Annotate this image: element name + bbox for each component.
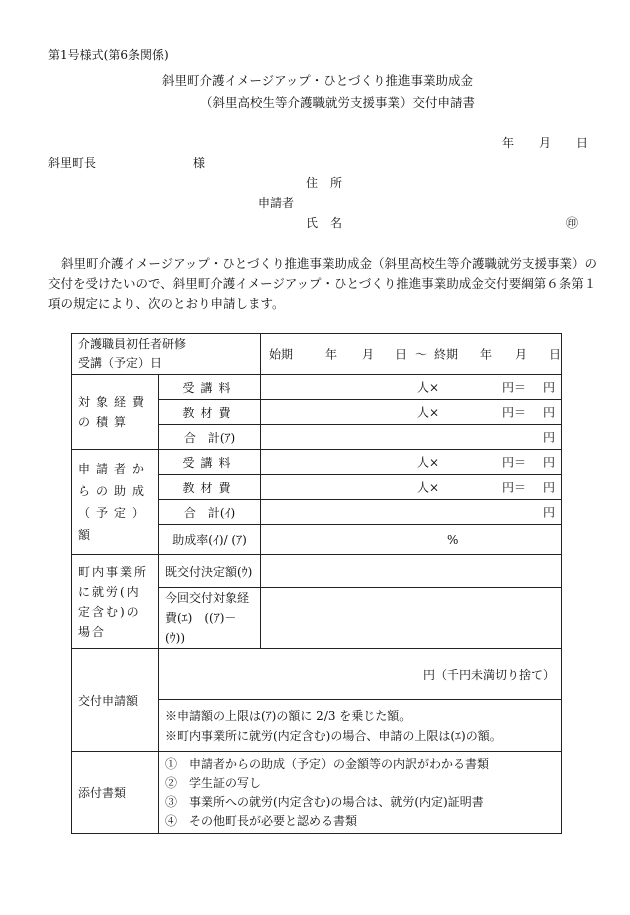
- subsidy-tuition-label: [159, 450, 261, 475]
- yen-unit: 円: [543, 505, 556, 520]
- subsidy-label: 申請者からの助成（予定）額: [72, 450, 159, 555]
- cost-total-label: 合 計(ｱ): [159, 425, 261, 450]
- subsidy-materials-text: 教材費: [182, 480, 237, 495]
- cost-label: 対象経費の積算: [72, 375, 159, 450]
- yen-unit: 円: [543, 380, 556, 395]
- subsidy-rate-value[interactable]: [261, 525, 562, 555]
- person-x: 人×: [417, 480, 440, 495]
- period-start-day: 日: [395, 347, 408, 362]
- applicant-label: 申請者: [258, 196, 295, 210]
- period-end-month: 月: [515, 347, 528, 362]
- local-decided-label: 既交付決定額(ｳ): [159, 555, 261, 588]
- amount-note-2: ※町内事業所に就労(内定含む)の場合、申請の上限は(ｴ)の額。: [165, 728, 502, 743]
- local-decided-value[interactable]: [261, 555, 562, 588]
- subsidy-total-value[interactable]: [261, 500, 562, 525]
- subsidy-rate-label: 助成率(ｲ)/ (ｱ): [159, 525, 261, 555]
- period-label-line2: 受講（予定）日: [78, 356, 163, 370]
- percent-sign: %: [447, 532, 459, 547]
- attachment-item: ② 学生証の写し: [165, 775, 262, 790]
- person-x: 人×: [417, 380, 440, 395]
- amount-note-1: ※申請額の上限は(ｱ)の額に 2/3 を乗じた額。: [165, 708, 412, 723]
- subsidy-tuition-row: [72, 450, 562, 475]
- intro-paragraph: 斜里町介護イメージアップ・ひとづくり推進事業助成金（斜里高校生等介護職就労支援事業）の交付を受けたいので、斜里町介護イメージアップ・ひとづくり推進事業助成金交付要綱第６条第１項の規定により、次のとおり申請します。: [48, 256, 598, 311]
- period-label-line1: 介護職員初任者研修: [78, 337, 187, 351]
- seal-mark: ㊞: [566, 216, 579, 230]
- date-day: 日: [576, 136, 589, 150]
- cost-tuition-row: [72, 375, 562, 400]
- addressee-name: 斜里町長: [48, 156, 97, 170]
- name-label: 氏 名: [306, 216, 343, 230]
- form-title-line2: （斜里高校生等介護職就労支援事業）交付申請書: [200, 95, 476, 110]
- yen-equals: 円＝: [502, 480, 527, 495]
- cost-materials-value[interactable]: [261, 400, 562, 425]
- period-end-year: 年: [480, 347, 493, 362]
- amount-notes: [159, 700, 562, 752]
- attachments-list: [159, 752, 562, 834]
- cost-materials-label: [159, 400, 261, 425]
- date-month: 月: [539, 136, 552, 150]
- yen-unit: 円: [543, 405, 556, 420]
- attachments-row: [72, 752, 562, 834]
- person-x: 人×: [417, 405, 440, 420]
- cost-tuition-value[interactable]: [261, 375, 562, 400]
- amount-value[interactable]: [159, 649, 562, 700]
- yen-unit: 円: [543, 455, 556, 470]
- amount-label: 交付申請額: [72, 649, 159, 752]
- attachments-label: 添付書類: [72, 752, 159, 834]
- person-x: 人×: [417, 455, 440, 470]
- local-employment-label: 町内事業所に就労(内定含む)の場合: [72, 555, 159, 649]
- yen-equals: 円＝: [502, 455, 527, 470]
- cost-tuition-label: [159, 375, 261, 400]
- addressee-honorific: 様: [193, 156, 206, 170]
- date-year: 年: [502, 136, 515, 150]
- local-current-label: 今回交付対象経費(ｴ) ((ｱ)－(ｳ)): [159, 588, 261, 649]
- subsidy-materials-value[interactable]: [261, 475, 562, 500]
- yen-unit: 円: [543, 430, 556, 445]
- period-label: [72, 334, 261, 375]
- application-table: [71, 333, 562, 834]
- period-row: [72, 334, 562, 375]
- yen-equals: 円＝: [502, 405, 527, 420]
- local-decided-row: [72, 555, 562, 588]
- subsidy-tuition-text: 受講料: [182, 455, 237, 470]
- subsidy-tuition-value[interactable]: [261, 450, 562, 475]
- period-end-label: 終期: [434, 347, 459, 362]
- attachment-item: ① 申請者からの助成（予定）の金額等の内訳がわかる書類: [165, 756, 490, 771]
- yen-unit: 円: [543, 480, 556, 495]
- subsidy-materials-label: [159, 475, 261, 500]
- form-number: 第1号様式(第6条関係): [48, 48, 169, 62]
- attachment-item: ④ その他町長が必要と認める書類: [165, 813, 358, 828]
- period-value-cell[interactable]: [261, 334, 562, 375]
- period-start-month: 月: [362, 347, 375, 362]
- cost-tuition-text: 受講料: [182, 380, 237, 395]
- amount-unit: 円（千円未満切り捨て）: [423, 667, 556, 682]
- period-end-day: 日: [549, 347, 562, 362]
- amount-value-row: [72, 649, 562, 700]
- attachment-item: ③ 事業所への就労(内定含む)の場合は、就労(内定)証明書: [165, 794, 484, 809]
- cost-total-value[interactable]: [261, 425, 562, 450]
- period-start-year: 年: [325, 347, 338, 362]
- yen-equals: 円＝: [502, 380, 527, 395]
- cost-materials-text: 教材費: [182, 405, 237, 420]
- subsidy-total-label: 合 計(ｲ): [159, 500, 261, 525]
- local-current-value[interactable]: [261, 588, 562, 649]
- address-label: 住 所: [306, 176, 343, 190]
- period-start-label: 始期: [269, 347, 294, 362]
- form-title-line1: 斜里町介護イメージアップ・ひとづくり推進事業助成金: [162, 73, 474, 88]
- period-tilde: ～: [415, 347, 428, 362]
